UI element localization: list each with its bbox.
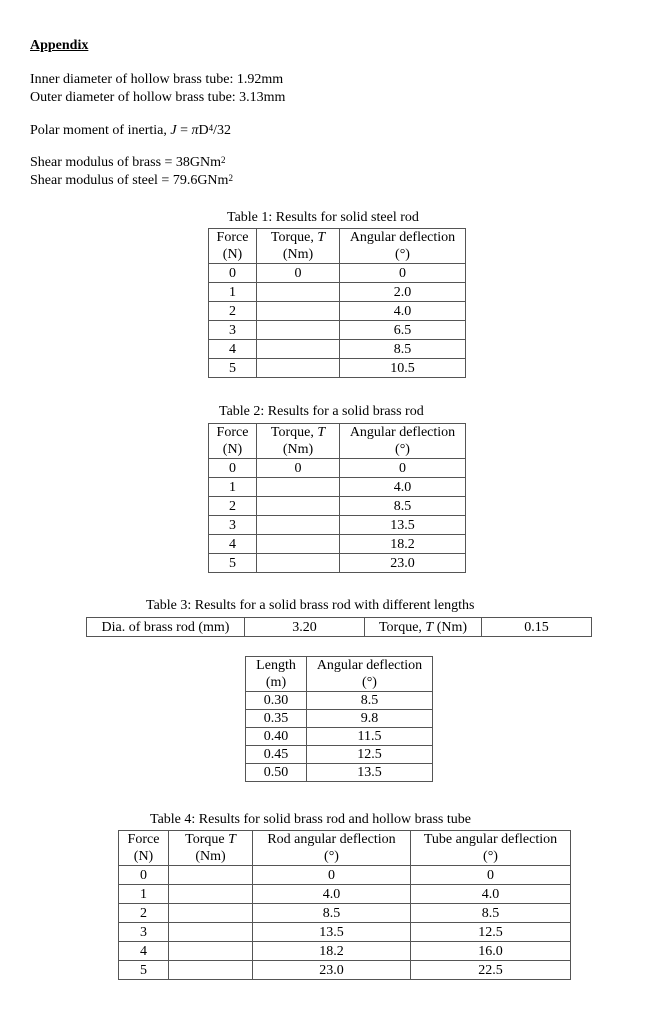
cell: 4.0 xyxy=(340,302,466,321)
table1-header-row xyxy=(209,229,466,247)
table-row xyxy=(209,516,466,535)
table1-unit-deflection: (°) xyxy=(340,246,466,264)
table-row xyxy=(209,340,466,359)
cell: 0 xyxy=(257,459,340,478)
table-row xyxy=(246,746,433,764)
table-row xyxy=(119,904,571,923)
cell: 11.5 xyxy=(307,728,433,746)
table3-unit-deflection: (°) xyxy=(307,674,433,692)
table3-caption: Table 3: Results for a solid brass rod with different lengths xyxy=(146,598,475,613)
cell: 23.0 xyxy=(253,961,411,980)
table2-unit-deflection: (°) xyxy=(340,441,466,459)
cell xyxy=(257,359,340,378)
cell: 23.0 xyxy=(340,554,466,573)
table-row xyxy=(119,942,571,961)
table-row xyxy=(119,923,571,942)
cell: 4 xyxy=(209,535,257,554)
table-row xyxy=(209,459,466,478)
cell: 4.0 xyxy=(340,478,466,497)
cell: 0 xyxy=(209,459,257,478)
cell xyxy=(257,478,340,497)
table-row xyxy=(246,728,433,746)
table2-header-torque: Torque, T xyxy=(257,424,340,442)
cell: 3 xyxy=(209,516,257,535)
cell xyxy=(169,961,253,980)
table2 xyxy=(208,423,466,573)
table3-units-row xyxy=(246,674,433,692)
cell xyxy=(169,923,253,942)
table1-caption: Table 1: Results for solid steel rod xyxy=(227,210,419,225)
table1-header-force: Force xyxy=(209,229,257,247)
cell: 8.5 xyxy=(340,497,466,516)
cell: 0.40 xyxy=(246,728,307,746)
cell: 0.45 xyxy=(246,746,307,764)
table2-unit-torque: (Nm) xyxy=(257,441,340,459)
table-row xyxy=(119,866,571,885)
table-row xyxy=(209,497,466,516)
table3-header-deflection: Angular deflection xyxy=(307,657,433,675)
table1 xyxy=(208,228,466,378)
table3-header-row xyxy=(246,657,433,675)
cell: 10.5 xyxy=(340,359,466,378)
table-row xyxy=(246,692,433,710)
cell: 18.2 xyxy=(253,942,411,961)
table4-unit-tube: (°) xyxy=(411,848,571,866)
cell: 2 xyxy=(209,302,257,321)
table1-unit-force: (N) xyxy=(209,246,257,264)
cell: 0 xyxy=(411,866,571,885)
table-row xyxy=(119,961,571,980)
table-row xyxy=(209,264,466,283)
cell: 5 xyxy=(209,359,257,378)
dia-label: Dia. of brass rod (mm) xyxy=(87,618,245,637)
cell xyxy=(169,866,253,885)
table2-unit-force: (N) xyxy=(209,441,257,459)
cell xyxy=(169,885,253,904)
cell: 12.5 xyxy=(307,746,433,764)
table3-info-row xyxy=(87,618,592,637)
table2-caption: Table 2: Results for a solid brass rod xyxy=(219,404,424,419)
table1-unit-torque: (Nm) xyxy=(257,246,340,264)
cell: 0.50 xyxy=(246,764,307,782)
cell: 2.0 xyxy=(340,283,466,302)
cell: 0 xyxy=(119,866,169,885)
table-row xyxy=(209,554,466,573)
table4-header-tube: Tube angular deflection xyxy=(411,831,571,849)
cell: 0.30 xyxy=(246,692,307,710)
table1-units-row xyxy=(209,246,466,264)
cell: 8.5 xyxy=(411,904,571,923)
cell xyxy=(257,554,340,573)
cell: 22.5 xyxy=(411,961,571,980)
table4-unit-force: (N) xyxy=(119,848,169,866)
cell xyxy=(257,283,340,302)
table4 xyxy=(118,830,571,980)
cell: 0 xyxy=(257,264,340,283)
table-row xyxy=(246,764,433,782)
table-row xyxy=(209,302,466,321)
outer-diameter-text: Outer diameter of hollow brass tube: 3.13mm xyxy=(30,90,286,105)
appendix-heading: Appendix xyxy=(30,38,89,53)
table3 xyxy=(245,656,433,782)
cell xyxy=(257,321,340,340)
cell: 4.0 xyxy=(411,885,571,904)
table4-unit-rod: (°) xyxy=(253,848,411,866)
cell: 3 xyxy=(119,923,169,942)
cell xyxy=(169,904,253,923)
cell: 18.2 xyxy=(340,535,466,554)
cell: 16.0 xyxy=(411,942,571,961)
table-row xyxy=(209,359,466,378)
table1-header-deflection: Angular deflection xyxy=(340,229,466,247)
cell: 13.5 xyxy=(307,764,433,782)
cell: 4 xyxy=(119,942,169,961)
table2-header-deflection: Angular deflection xyxy=(340,424,466,442)
cell: 0.35 xyxy=(246,710,307,728)
cell: 5 xyxy=(209,554,257,573)
table1-header-torque: Torque, T xyxy=(257,229,340,247)
shear-brass-text: Shear modulus of brass = 38GNm$^2$ xyxy=(30,155,226,170)
torque-value: 0.15 xyxy=(482,618,592,637)
cell xyxy=(257,516,340,535)
table4-header-force: Force xyxy=(119,831,169,849)
cell: 12.5 xyxy=(411,923,571,942)
cell: 5 xyxy=(119,961,169,980)
cell: 8.5 xyxy=(307,692,433,710)
cell: 4.0 xyxy=(253,885,411,904)
cell: 2 xyxy=(209,497,257,516)
table4-header-torque: Torque T xyxy=(169,831,253,849)
table3-unit-length: (m) xyxy=(246,674,307,692)
cell: 6.5 xyxy=(340,321,466,340)
table3-info xyxy=(86,617,592,637)
cell xyxy=(169,942,253,961)
table-row xyxy=(209,478,466,497)
table-row xyxy=(209,535,466,554)
table4-caption: Table 4: Results for solid brass rod and hollow brass tube xyxy=(150,812,471,827)
cell: 13.5 xyxy=(253,923,411,942)
cell: 0 xyxy=(340,264,466,283)
torque-label: Torque, T (Nm) xyxy=(365,618,482,637)
cell xyxy=(257,535,340,554)
cell: 4 xyxy=(209,340,257,359)
table-row xyxy=(209,283,466,302)
table-row xyxy=(119,885,571,904)
table-row xyxy=(246,710,433,728)
cell xyxy=(257,340,340,359)
polar-moment-text: Polar moment of inertia, $J = \pi D^4/32$ xyxy=(30,123,232,138)
shear-steel-text: Shear modulus of steel = 79.6GNm$^2$ xyxy=(30,173,233,188)
cell xyxy=(257,302,340,321)
cell: 13.5 xyxy=(340,516,466,535)
cell: 0 xyxy=(340,459,466,478)
table4-units-row xyxy=(119,848,571,866)
cell: 8.5 xyxy=(253,904,411,923)
table2-header-row xyxy=(209,424,466,442)
table2-units-row xyxy=(209,441,466,459)
cell: 8.5 xyxy=(340,340,466,359)
table3-header-length: Length xyxy=(246,657,307,675)
table2-header-force: Force xyxy=(209,424,257,442)
cell: 9.8 xyxy=(307,710,433,728)
table4-header-row xyxy=(119,831,571,849)
cell: 3 xyxy=(209,321,257,340)
cell: 0 xyxy=(209,264,257,283)
table4-header-rod: Rod angular deflection xyxy=(253,831,411,849)
cell: 0 xyxy=(253,866,411,885)
table-row xyxy=(209,321,466,340)
inner-diameter-text: Inner diameter of hollow brass tube: 1.92mm xyxy=(30,72,284,87)
cell xyxy=(257,497,340,516)
dia-value: 3.20 xyxy=(245,618,365,637)
cell: 2 xyxy=(119,904,169,923)
table4-unit-torque: (Nm) xyxy=(169,848,253,866)
cell: 1 xyxy=(119,885,169,904)
cell: 1 xyxy=(209,478,257,497)
cell: 1 xyxy=(209,283,257,302)
